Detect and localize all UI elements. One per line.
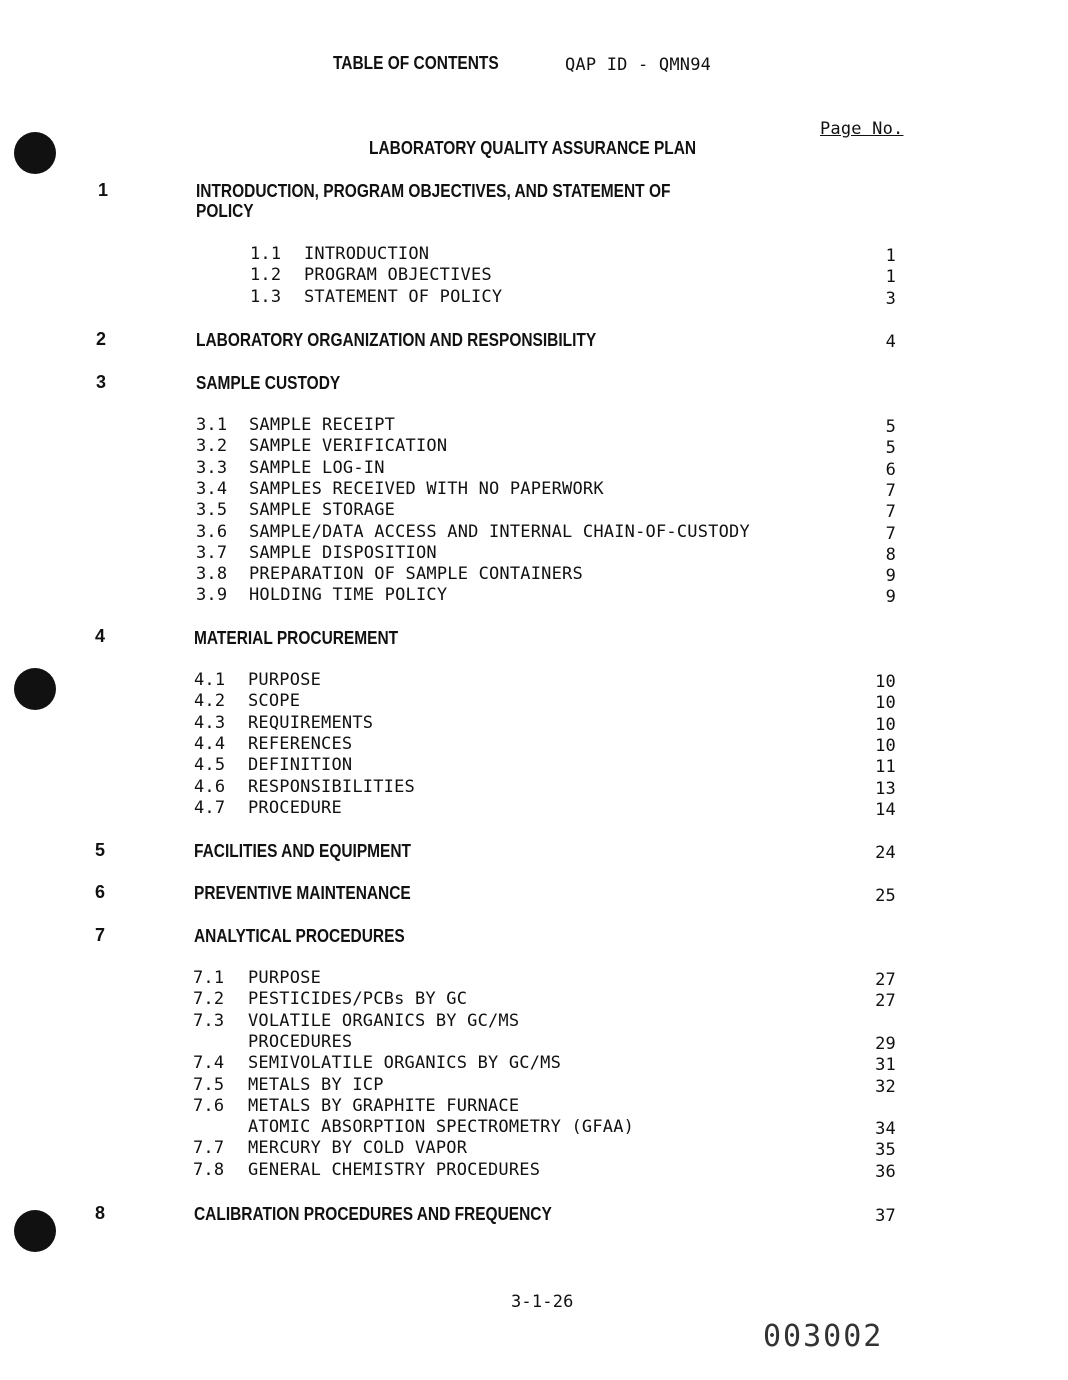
subsection-number: 3.2 <box>196 436 228 457</box>
page-ref: 4 <box>885 332 896 352</box>
subsection-number: 7.4 <box>193 1053 225 1074</box>
subsection-title: GENERAL CHEMISTRY PROCEDURES <box>248 1159 541 1180</box>
subsection-number: 7.8 <box>193 1159 225 1180</box>
subsection-number: 3.5 <box>196 500 228 521</box>
section-number: 7 <box>95 925 106 945</box>
page-ref: 9 <box>885 587 896 608</box>
subsection-title-cont: PROCEDURES <box>248 1031 353 1052</box>
subsection-title: PREPARATION OF SAMPLE CONTAINERS <box>249 564 583 585</box>
subsection-title: HOLDING TIME POLICY <box>249 585 448 606</box>
subsection-number: 7.1 <box>193 968 225 988</box>
section-title: MATERIAL PROCUREMENT <box>194 628 399 648</box>
page-ref: 7 <box>885 523 896 544</box>
section-title: CALIBRATION PROCEDURES AND FREQUENCY <box>194 1204 552 1224</box>
subsection-number: 7.5 <box>193 1074 225 1095</box>
subsection-number: 7.6 <box>193 1095 225 1116</box>
page-ref: 34 <box>875 1119 896 1140</box>
subsection-title: STATEMENT OF POLICY <box>304 287 503 307</box>
page-ref: 7 <box>885 480 896 501</box>
subsection-title: INTRODUCTION <box>304 244 430 264</box>
subsection-number: 3.7 <box>196 542 228 563</box>
document-stamp: 003002 <box>763 1319 884 1354</box>
subsection-title: MERCURY BY COLD VAPOR <box>248 1138 468 1159</box>
subsection-number: 3.1 <box>196 415 228 435</box>
subsection-title: SAMPLE VERIFICATION <box>249 436 448 457</box>
page-no-label: Page No. <box>820 119 904 139</box>
page-ref: 10 <box>875 693 896 714</box>
page-ref: 27 <box>875 970 896 990</box>
section-title: SAMPLE CUSTODY <box>196 373 341 393</box>
subsection-title: PROGRAM OBJECTIVES <box>304 265 492 285</box>
punch-hole-top <box>14 132 56 174</box>
section-title: LABORATORY ORGANIZATION AND RESPONSIBILITY <box>196 330 597 350</box>
section-number: 5 <box>95 840 106 860</box>
subsection-number: 4.6 <box>194 776 226 797</box>
subsection-number: 4.7 <box>194 797 226 818</box>
subsection-title: SCOPE <box>248 691 301 712</box>
section-number: 8 <box>95 1203 106 1223</box>
section-title: PREVENTIVE MAINTENANCE <box>194 883 411 903</box>
subsection-title-cont: ATOMIC ABSORPTION SPECTROMETRY (GFAA) <box>248 1117 635 1138</box>
section-number: 2 <box>96 329 107 349</box>
page-ref: 35 <box>875 1140 896 1161</box>
page-ref: 37 <box>875 1206 896 1226</box>
subsection-title: VOLATILE ORGANICS BY GC/MS <box>248 1010 520 1031</box>
subsection-number: 3.8 <box>196 564 228 585</box>
page-ref: 29 <box>875 1033 896 1054</box>
subsection-title: SEMIVOLATILE ORGANICS BY GC/MS <box>248 1053 562 1074</box>
punch-hole-bottom <box>14 1210 56 1252</box>
section-title: FACILITIES AND EQUIPMENT <box>194 841 412 861</box>
subsection-title: DEFINITION <box>248 755 353 776</box>
page-ref: 9 <box>885 566 896 587</box>
subsection-title: PURPOSE <box>248 968 322 988</box>
subsection-title: SAMPLES RECEIVED WITH NO PAPERWORK <box>249 478 604 499</box>
page-ref: 32 <box>875 1076 896 1097</box>
subsection-title: PURPOSE <box>248 670 322 690</box>
page-ref: 1 <box>885 246 896 266</box>
page-ref: 7 <box>885 502 896 523</box>
page-ref: 25 <box>875 886 896 906</box>
page-ref: 11 <box>875 757 896 778</box>
subsection-title: PROCEDURE <box>248 797 342 818</box>
section-number: 6 <box>95 882 106 902</box>
page-ref: 1 <box>885 267 896 287</box>
subsection-title: RESPONSIBILITIES <box>248 776 415 797</box>
subsection-number: 7.3 <box>193 1010 225 1031</box>
section-title: INTRODUCTION, PROGRAM OBJECTIVES, AND STATEMENT OF <box>196 181 671 201</box>
subsection-title: SAMPLE STORAGE <box>249 500 396 521</box>
page-ref: 6 <box>885 459 896 480</box>
section-number: 4 <box>95 626 106 646</box>
page-ref: 8 <box>885 544 896 565</box>
subsection-number: 7.2 <box>193 989 225 1010</box>
subsection-title: METALS BY ICP <box>248 1074 384 1095</box>
subsection-number: 3.9 <box>196 585 228 606</box>
subsection-number: 1.2 <box>250 265 282 285</box>
page-ref: 27 <box>875 991 896 1012</box>
subsection-number: 4.4 <box>194 733 226 754</box>
subsection-number: 4.1 <box>194 670 226 690</box>
subsection-title: PESTICIDES/PCBs BY GC <box>248 989 468 1010</box>
subsection-number: 1.3 <box>250 287 282 307</box>
section-number: 3 <box>96 372 107 392</box>
page-ref: 5 <box>885 417 896 437</box>
page-ref: 10 <box>875 735 896 756</box>
section-title: ANALYTICAL PROCEDURES <box>194 926 405 946</box>
subsection-title: METALS BY GRAPHITE FURNACE <box>248 1095 520 1116</box>
subsection-title: SAMPLE RECEIPT <box>249 415 396 435</box>
page-ref: 5 <box>885 438 896 459</box>
subsection-number: 3.4 <box>196 478 228 499</box>
page-ref: 24 <box>875 843 896 863</box>
subsection-title: SAMPLE LOG-IN <box>249 457 385 478</box>
plan-title: LABORATORY QUALITY ASSURANCE PLAN <box>369 138 697 158</box>
subsection-number: 7.7 <box>193 1138 225 1159</box>
subsection-number: 3.3 <box>196 457 228 478</box>
subsection-title: SAMPLE/DATA ACCESS AND INTERNAL CHAIN-OF-CUSTODY <box>249 521 750 542</box>
footer-page-number: 3-1-26 <box>511 1292 574 1312</box>
subsection-title: SAMPLE DISPOSITION <box>249 542 437 563</box>
subsection-number: 4.5 <box>194 755 226 776</box>
qap-id: QAP ID - QMN94 <box>565 55 712 75</box>
subsection-number: 1.1 <box>250 244 282 264</box>
page-ref: 13 <box>875 778 896 799</box>
subsection-title: REQUIREMENTS <box>248 712 374 733</box>
subsection-number: 4.3 <box>194 712 226 733</box>
page-ref: 10 <box>875 672 896 692</box>
toc-header-title: TABLE OF CONTENTS <box>333 53 499 73</box>
page-ref: 14 <box>875 799 896 820</box>
page-ref: 31 <box>875 1055 896 1076</box>
subsection-number: 4.2 <box>194 691 226 712</box>
section-number: 1 <box>98 180 109 200</box>
section-title-cont: POLICY <box>196 201 254 221</box>
punch-hole-middle <box>14 668 56 710</box>
page-ref: 3 <box>885 289 896 309</box>
page-ref: 10 <box>875 714 896 735</box>
page-ref: 36 <box>875 1161 896 1182</box>
subsection-title: REFERENCES <box>248 733 353 754</box>
subsection-number: 3.6 <box>196 521 228 542</box>
